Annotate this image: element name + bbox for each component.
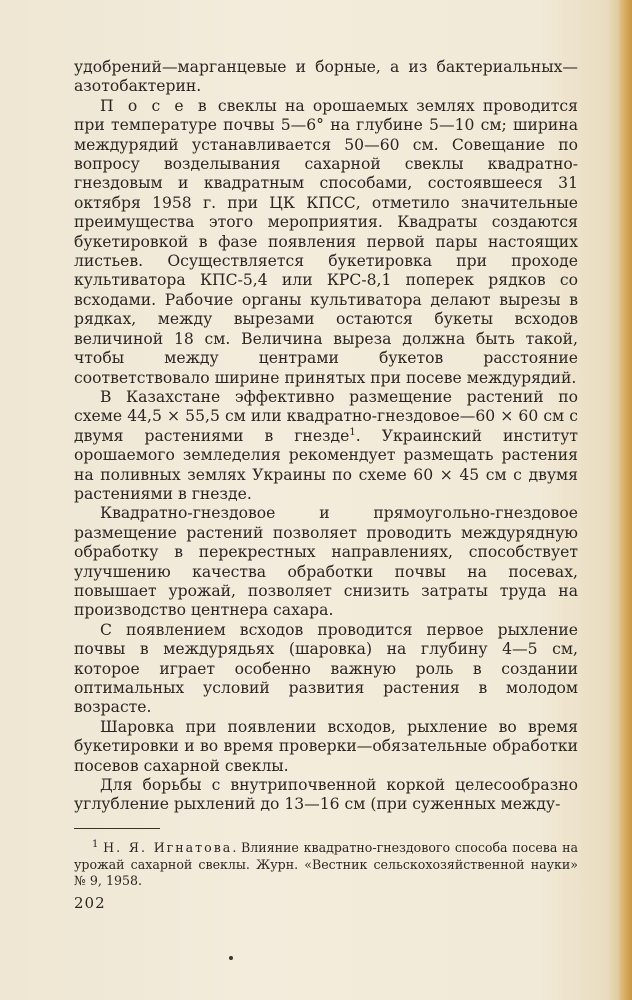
footnote: [74, 840, 578, 890]
footnote-marker: 1: [92, 838, 99, 850]
kazakhstan-text-before: В Казахстане эффективно размещение растений по схеме 44,5 × 55,5 см или квадратно-гнездовое—60 × 60 см с двумя растениями в гнезде: [74, 387, 578, 445]
sowing-lead-word: П о с е в: [100, 96, 210, 115]
paragraph-sowing: [74, 97, 578, 388]
footnote-divider: [74, 828, 160, 829]
footnote-paragraph: [74, 840, 578, 890]
footnote-author: Н. Я. Игнатова: [103, 840, 233, 855]
ink-speck: [229, 956, 233, 960]
main-text: [74, 58, 578, 815]
sowing-text: свеклы на орошаемых землях проводится при температуре почвы 5—6° на глубине 5—10 см; ширина междурядий устанавливается 50—60 см. Совещание по вопросу возделывания сахарной свеклы квадратно-гнездовым и квадратным способами, состоявшееся 31 октября 1958 г. при ЦК КПСС, отметило значительные преимущества этого мероприятия. Квадраты создаются букетировкой в фазе появления первой пары настоящих листьев. Осуществляется букетировка при проходе культиватора КПС-5,4 или КРС-8,1 поперек рядков со всходами. Рабочие органы культиватора делают вырезы в рядках, между вырезами остаются букеты всходов величиной 18 см. Величина выреза должна быть такой, чтобы между центрами букетов расстояние соответствовало ширине принятых при посеве междурядий.: [74, 96, 579, 387]
footnote-reference[interactable]: 1: [349, 426, 356, 438]
paragraph-kazakhstan: [74, 388, 578, 504]
footnote-text: . Влияние квадратно-гнездового способа посева на урожай сахарной свеклы. Журн. «Вестник сельскохозяйственной науки» № 9, 1958.: [74, 840, 578, 888]
page-number: 202: [74, 894, 106, 912]
kazakhstan-text-after: . Украинский институт орошаемого земледелия рекомендует размещать растения на поливных землях Украины по схеме 60 × 45 см с двумя растениями в гнезде.: [74, 426, 579, 503]
paragraph-first-loosening: С появлением всходов проводится первое рыхление почвы в междурядьях (шаровка) на глубину 4—5 см, которое играет особенно важную роль в создании оптимальных условий развития растения в молодом возрасте.: [74, 620, 578, 717]
paragraph-soil-crust: Для борьбы с внутрипочвенной коркой целесообразно углубление рыхлений до 13—16 см (при суженных между-: [74, 776, 578, 814]
paragraph-continuation: удобрений—марганцевые и борные, а из бактериальных—азотобактерин.: [74, 58, 578, 96]
paragraph-sharovka: Шаровка при появлении всходов, рыхление во время букетировки и во время проверки—обязательные обработки посевов сахарной свеклы.: [74, 717, 578, 775]
page-edge: [618, 0, 632, 1000]
paragraph-square-nest: Квадратно-гнездовое и прямоугольно-гнездовое размещение растений позволяет проводить междурядную обработку в перекрестных направлениях, способствует улучшению качества обработки почвы на посевах, повышает урожай, позволяет снизить затраты труда на производство центнера сахара.: [74, 504, 578, 620]
